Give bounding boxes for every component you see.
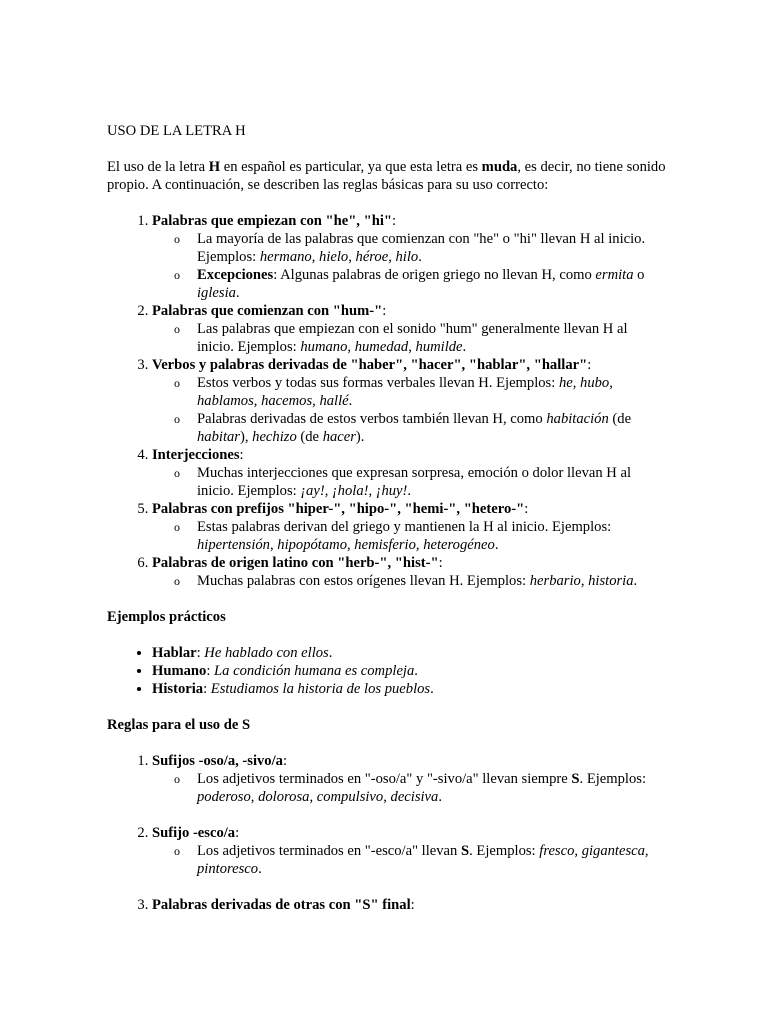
example-item: • Hablar: He hablado con ellos. <box>152 644 667 662</box>
rule-heading: Palabras con prefijos "hiper-", "hipo-", "hemi-", "hetero-" <box>152 501 525 517</box>
rule-item: 3. Verbos y palabras derivadas de "haber", "hacer", "hablar", "hallar": o Estos verbos y todas sus formas verbales llevan H. Ejemplos: he, hubo, hablamos, hacemos, hallé. o Palabras derivadas de estos verbos también llevan H, como habitación (de habitar), hechizo (de hacer). <box>152 356 667 446</box>
s-rule-heading: Sufijos -oso/a, -sivo/a <box>152 753 283 769</box>
s-rule-heading: Palabras derivadas de otras con "S" final <box>152 897 411 913</box>
s-rule-item: 3. Palabras derivadas de otras con "S" final: <box>152 896 667 914</box>
rule-heading: Interjecciones <box>152 447 240 463</box>
rule-subitem: o Las palabras que empiezan con el sonido "hum" generalmente llevan H al inicio. Ejemplos: humano, humedad, humilde. <box>197 320 667 356</box>
s-rule-item: 1. Sufijos -oso/a, -sivo/a: o Los adjetivos terminados en "-oso/a" y "-sivo/a" llevan siempre S. Ejemplos: poderoso, dolorosa, compulsivo, decisiva. <box>152 752 667 806</box>
rule-subitem: o Estas palabras derivan del griego y mantienen la H al inicio. Ejemplos: hipertensión, hipopótamo, hemisferio, heterogéneo. <box>197 518 667 554</box>
s-rule-subitem: o Los adjetivos terminados en "-esco/a" llevan S. Ejemplos: fresco, gigantesca, pintoresco. <box>197 842 667 878</box>
rule-item: 5. Palabras con prefijos "hiper-", "hipo-", "hemi-", "hetero-": o Estas palabras derivan del griego y mantienen la H al inicio. Ejemplos: hipertensión, hipopótamo, hemisferio, heterogéneo. <box>152 500 667 554</box>
rule-heading: Palabras de origen latino con "herb-", "hist-" <box>152 555 439 571</box>
rule-heading: Palabras que comienzan con "hum-" <box>152 303 383 319</box>
rule-sublist <box>152 518 667 554</box>
rule-sublist <box>152 230 667 302</box>
rule-item: 2. Palabras que comienzan con "hum-": o Las palabras que empiezan con el sonido "hum" generalmente llevan H al inicio. Ejemplos: humano, humedad, humilde. <box>152 302 667 356</box>
muda-term: muda <box>481 159 518 175</box>
s-rule-sublist <box>152 770 667 806</box>
s-rule-heading: Sufijo -esco/a <box>152 825 236 841</box>
examples-list <box>107 644 667 698</box>
h-rules-list <box>107 212 667 590</box>
rule-subitem: o Muchas palabras con estos orígenes llevan H. Ejemplos: herbario, historia. <box>197 572 667 590</box>
document-title: USO DE LA LETRA H <box>107 123 246 139</box>
rule-subitem: o Estos verbos y todas sus formas verbales llevan H. Ejemplos: he, hubo, hablamos, hacemos, hallé. <box>197 374 667 410</box>
rule-subitem: o Muchas interjecciones que expresan sorpresa, emoción o dolor llevan H al inicio. Ejemplos: ¡ay!, ¡hola!, ¡huy!. <box>197 464 667 500</box>
intro-paragraph: El uso de la letra H en español es particular, ya que esta letra es muda, es decir, no tiene sonido propio. A continuación, se describen las reglas básicas para su uso correcto: <box>107 159 666 193</box>
s-rules-heading: Reglas para el uso de S <box>107 717 251 733</box>
rule-subitem: o Excepciones: Algunas palabras de origen griego no llevan H, como ermita o iglesia. <box>197 266 667 302</box>
s-rule-item: 2. Sufijo -esco/a: o Los adjetivos terminados en "-esco/a" llevan S. Ejemplos: fresco, gigantesca, pintoresco. <box>152 824 667 878</box>
rule-heading: Palabras que empiezan con "he", "hi" <box>152 213 392 229</box>
rule-subitem: o La mayoría de las palabras que comienzan con "he" o "hi" llevan H al inicio. Ejemplos: hermano, hielo, héroe, hilo. <box>197 230 667 266</box>
rule-heading: Verbos y palabras derivadas de "haber", "hacer", "hablar", "hallar" <box>152 357 588 373</box>
rule-item: 6. Palabras de origen latino con "herb-", "hist-": o Muchas palabras con estos orígenes llevan H. Ejemplos: herbario, historia. <box>152 554 667 590</box>
rule-item: 1. Palabras que empiezan con "he", "hi": o La mayoría de las palabras que comienzan con "he" o "hi" llevan H al inicio. Ejemplos: hermano, hielo, héroe, hilo. o Excepciones: Algunas palabras de origen griego no llevan H, como ermita o iglesia. <box>152 212 667 302</box>
example-item: • Humano: La condición humana es compleja. <box>152 662 667 680</box>
s-rule-subitem: o Los adjetivos terminados en "-oso/a" y "-sivo/a" llevan siempre S. Ejemplos: poderoso, dolorosa, compulsivo, decisiva. <box>197 770 667 806</box>
rule-sublist <box>152 320 667 356</box>
letter-h: H <box>208 159 221 175</box>
s-rules-list <box>107 752 667 914</box>
example-item: • Historia: Estudiamos la historia de los pueblos. <box>152 680 667 698</box>
rule-sublist <box>152 374 667 446</box>
rule-item: 4. Interjecciones: o Muchas interjecciones que expresan sorpresa, emoción o dolor llevan H al inicio. Ejemplos: ¡ay!, ¡hola!, ¡huy!. <box>152 446 667 500</box>
rule-sublist <box>152 572 667 590</box>
rule-subitem: o Palabras derivadas de estos verbos también llevan H, como habitación (de habitar), hechizo (de hacer). <box>197 410 667 446</box>
document-page <box>107 122 667 914</box>
s-rule-sublist <box>152 842 667 878</box>
rule-sublist <box>152 464 667 500</box>
examples-heading: Ejemplos prácticos <box>107 609 226 625</box>
